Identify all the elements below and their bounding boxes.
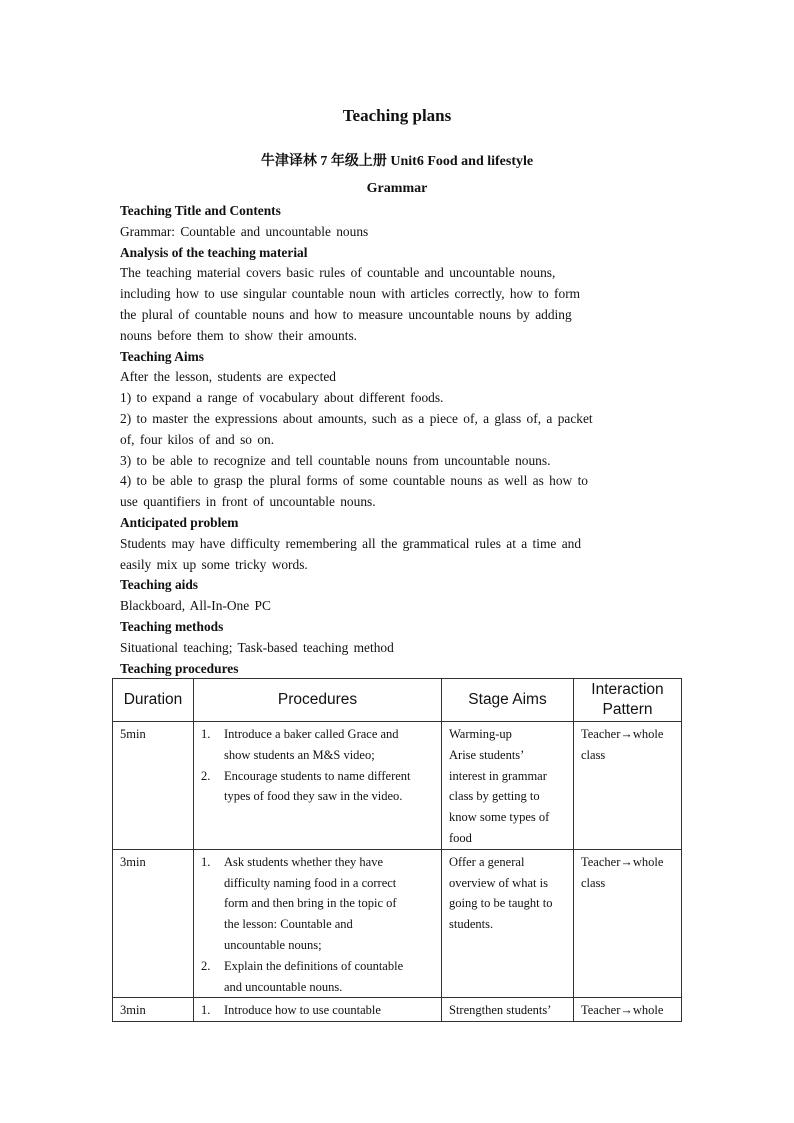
title-contents-heading: Teaching Title and Contents bbox=[120, 203, 281, 218]
procedures-heading: Teaching procedures bbox=[120, 660, 239, 676]
procedure-item: 2. Explain the definitions of countable and uncountable nouns. bbox=[201, 958, 404, 994]
interaction-cell: Teacher→whole bbox=[574, 998, 682, 1022]
procedures-table bbox=[112, 678, 682, 1022]
title-contents-text: Grammar: Countable and uncountable nouns bbox=[120, 223, 369, 239]
interaction-cell: Teacher→whole class bbox=[574, 722, 682, 850]
procedures-cell bbox=[194, 998, 442, 1022]
methods-heading: Teaching methods bbox=[120, 618, 224, 634]
procedures-cell bbox=[194, 849, 442, 998]
analysis-text: The teaching material covers basic rules of countable and uncountable nouns, including how to use singular countable noun with articles correctly, how to form the plural of countable nouns and how to measure uncountable nouns by adding nouns before them to show their amounts. bbox=[120, 265, 581, 343]
methods-text: Situational teaching; Task-based teaching method bbox=[120, 639, 394, 655]
arrow-right-icon: → bbox=[620, 1003, 633, 1018]
table-header-row bbox=[113, 679, 682, 722]
procedure-item: 1. Introduce how to use countable bbox=[201, 1003, 381, 1018]
procedure-item: 1. Ask students whether they have difficulty naming food in a correct form and then bring in the topic of the lesson: Countable and uncountable nouns; bbox=[201, 854, 397, 952]
table-row bbox=[113, 998, 682, 1022]
stage-aims-cell: Strengthen students’ bbox=[442, 998, 574, 1022]
section-title: Grammar bbox=[366, 181, 428, 196]
procedure-item: 2. Encourage students to name different types of food they saw in the video. bbox=[201, 768, 411, 804]
header-interaction-pattern: Interaction Pattern bbox=[574, 679, 682, 722]
procedure-item: 1. Introduce a baker called Grace and show students an M&S video; bbox=[201, 727, 399, 762]
aids-heading: Teaching aids bbox=[120, 577, 199, 593]
problem-text: Students may have difficulty remembering all the grammatical rules at a time and easily mix up some tricky words. bbox=[120, 535, 582, 572]
plan-body bbox=[120, 201, 660, 679]
header-duration: Duration bbox=[113, 679, 194, 722]
analysis-heading: Analysis of the teaching material bbox=[120, 244, 308, 260]
page-subtitle: 牛津译林 7 年级上册 Unit6 Food and lifestyle bbox=[260, 154, 534, 169]
header-stage-aims: Stage Aims bbox=[442, 679, 574, 722]
procedures-cell bbox=[194, 722, 442, 850]
arrow-right-icon: → bbox=[620, 727, 633, 741]
problem-heading: Anticipated problem bbox=[120, 514, 239, 530]
arrow-right-icon: → bbox=[620, 854, 633, 869]
table-row bbox=[113, 722, 682, 850]
aims-heading: Teaching Aims bbox=[120, 348, 204, 364]
header-procedures: Procedures bbox=[194, 679, 442, 722]
stage-aims-cell: Warming-up Arise students’ interest in grammar class by getting to know some types of food bbox=[442, 722, 574, 850]
duration-cell: 3min bbox=[113, 998, 194, 1022]
aims-text: After the lesson, students are expected 1) to expand a range of vocabulary about different foods. 2) to master the expressions about amounts, such as a piece of, a glass of, a packet of, four kilos of and so on. 3) to be able to recognize and tell countable nouns from uncountable nouns. 4) to be able to grasp the plural forms of some countable nouns as well as how to use quantifiers in front of uncountable nouns. bbox=[120, 369, 593, 510]
duration-cell: 3min bbox=[113, 849, 194, 998]
stage-aims-cell: Offer a general overview of what is going to be taught to students. bbox=[442, 849, 574, 998]
page-title: Teaching plans bbox=[342, 106, 452, 125]
table-row bbox=[113, 849, 682, 998]
duration-cell: 5min bbox=[113, 722, 194, 850]
interaction-cell: Teacher→whole class bbox=[574, 849, 682, 998]
aids-text: Blackboard, All-In-One PC bbox=[120, 598, 271, 614]
